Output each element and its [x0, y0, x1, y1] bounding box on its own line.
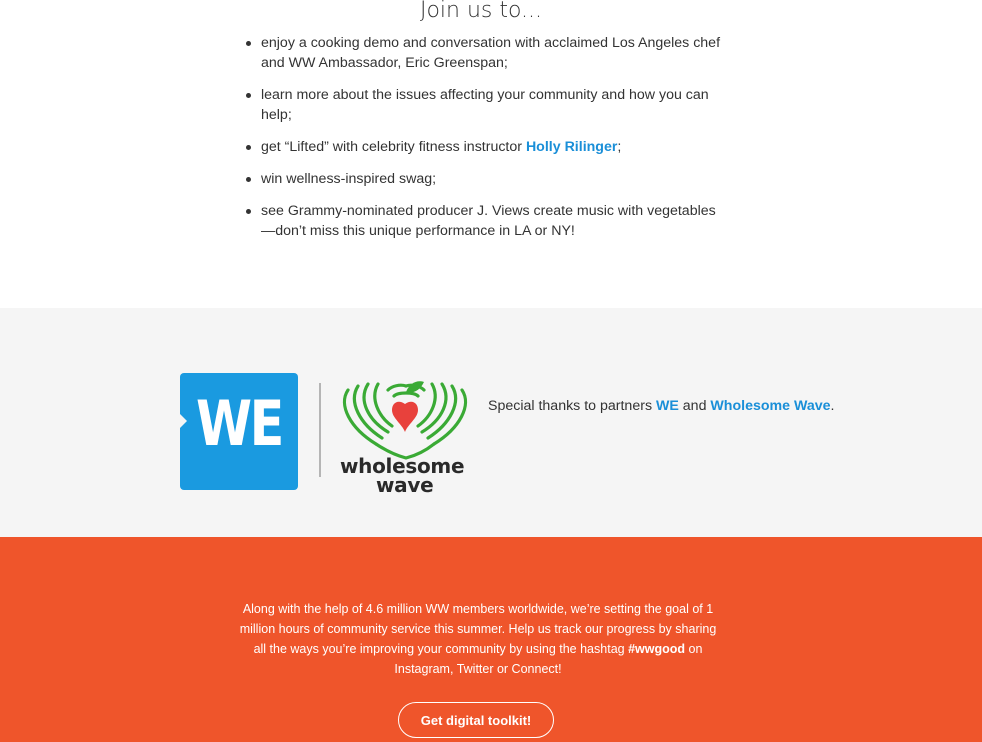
join-title: Join us to... — [419, 0, 543, 23]
list-item — [246, 137, 726, 157]
list-item — [246, 85, 726, 125]
bullet-icon — [246, 145, 251, 150]
bullet-icon — [246, 41, 251, 46]
cta-text-end: on Instagram, Twitter or Connect! — [394, 642, 703, 676]
list-item-text: win wellness-inspired swag; — [261, 171, 437, 187]
list-item-text: see Grammy-nominated producer J. Views create music with vegetables—don’t miss this unique performance in LA or NY! — [261, 203, 716, 239]
wholesome-wave-heart-icon — [336, 370, 474, 460]
list-item — [246, 33, 726, 73]
list-item-text: enjoy a cooking demo and conversation with acclaimed Los Angeles chef and WW Ambassador, Eric Greenspan; — [261, 35, 721, 71]
thanks-text: Special thanks to partners — [488, 398, 656, 414]
logo-divider — [319, 383, 321, 477]
wholesome-wave-link[interactable]: Wholesome Wave — [710, 398, 831, 414]
we-logo-text: WE — [196, 387, 282, 460]
partners-thanks-text — [488, 398, 834, 414]
join-section — [0, 0, 982, 308]
list-item-text: learn more about the issues affecting your community and how you can help; — [261, 87, 709, 123]
list-item — [246, 169, 726, 189]
wholesome-wave-logo-text-2: wave — [376, 473, 434, 497]
thanks-period: . — [830, 398, 835, 414]
bullet-icon — [246, 93, 251, 98]
we-partner-link[interactable]: WE — [655, 398, 679, 414]
bullet-icon — [246, 209, 251, 214]
we-logo-notch — [180, 413, 187, 429]
partners-section — [0, 308, 982, 538]
hashtag: #wwgood — [628, 642, 686, 656]
holly-rilinger-link[interactable]: Holly Rilinger — [525, 139, 618, 155]
list-item — [246, 201, 726, 241]
thanks-and: and — [678, 398, 711, 414]
cta-description — [233, 599, 723, 679]
get-digital-toolkit-button[interactable]: Get digital toolkit! — [398, 702, 554, 738]
wholesome-wave-logo-text: wholesome — [340, 454, 465, 478]
we-logo — [180, 373, 298, 490]
list-item-text-end: ; — [617, 139, 622, 155]
bullet-icon — [246, 177, 251, 182]
join-list — [246, 33, 726, 253]
cta-text: Along with the help of 4.6 million WW members worldwide, we’re setting the goal of 1 million hours of community service this summer. Help us track our progress by sharing all the ways you’re improving your community by using the hashtag — [239, 602, 717, 656]
list-item-text: get “Lifted” with celebrity fitness instructor — [261, 139, 526, 155]
cta-section — [0, 537, 982, 742]
